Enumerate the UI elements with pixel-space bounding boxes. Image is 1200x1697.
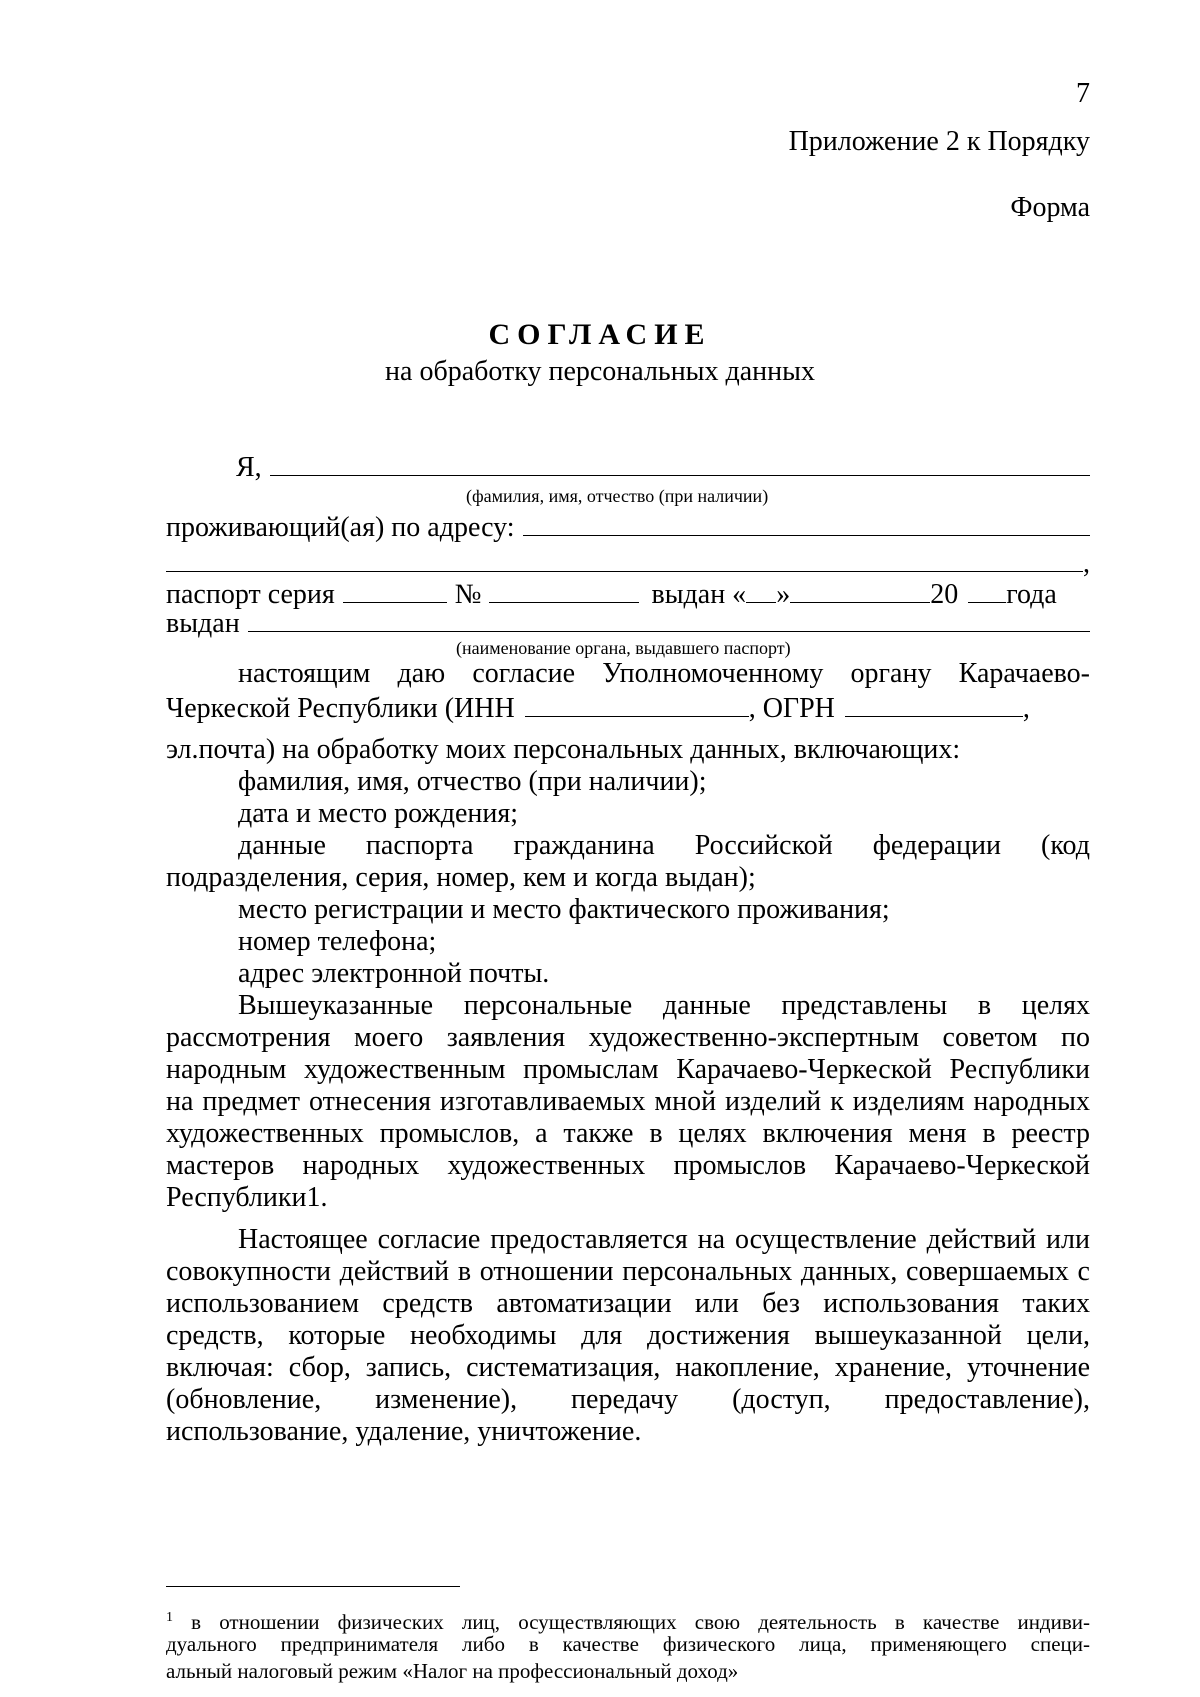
issuer-field[interactable] (248, 609, 1090, 632)
list-item: дата и место рождения; (238, 798, 519, 829)
consent-line-2-start: Черкеской Республики (ИНН (166, 693, 515, 724)
document-subtitle: на обработку персональных данных (385, 356, 815, 387)
ogrn-label: , ОГРН (748, 693, 835, 724)
year-label: года (1006, 579, 1057, 610)
address-row (166, 512, 1090, 544)
paragraph-1-line: Республики1. (166, 1182, 328, 1213)
passport-number-field[interactable] (489, 576, 639, 603)
issued-label: выдан « (651, 579, 747, 610)
paragraph-1-line: рассмотрения моего заявления художественно-экспертным советом по (166, 1022, 1090, 1053)
paragraph-2-line: использование, удаление, уничтожение. (166, 1416, 642, 1447)
passport-series-field[interactable] (343, 576, 447, 603)
list-item: фамилия, имя, отчество (при наличии); (238, 766, 707, 797)
passport-series-label: паспорт серия (166, 579, 335, 610)
footnote-text: в отношении физических лиц, осуществляющих свою деятельность в качестве индиви- (191, 1610, 1090, 1634)
paragraph-1-line: на предмет отнесения изготавливаемых мной изделий к изделиям народных (166, 1086, 1090, 1117)
fio-caption: (фамилия, имя, отчество (при наличии) (466, 486, 769, 506)
issuer-row (166, 608, 1090, 640)
page-number: 7 (1076, 78, 1090, 109)
paragraph-1-line: народным художественным промыслам Карачаево-Черкеской Республики (166, 1054, 1090, 1085)
list-item: подразделения, серия, номер, кем и когда выдан); (166, 862, 756, 893)
footnote-mark: 1 (166, 1610, 173, 1625)
issued-month-field[interactable] (790, 576, 930, 603)
fio-row (236, 452, 1090, 484)
ogrn-field[interactable] (845, 690, 1023, 717)
consent-line-1: настоящим даю согласие Уполномоченному органу Карачаево- (238, 658, 1090, 689)
i-label: Я, (236, 452, 262, 483)
paragraph-1-line: художественных промыслов, а также в целях включения меня в реестр (166, 1118, 1090, 1149)
appendix-label: Приложение 2 к Порядку (788, 126, 1090, 157)
list-item: номер телефона; (238, 926, 437, 957)
passport-row (166, 576, 1090, 611)
issued-quote-close: » (776, 579, 791, 610)
address-field-2[interactable] (166, 549, 1083, 572)
paragraph-2-line: совокупности действий в отношении персональных данных, совершаемых с (166, 1256, 1090, 1287)
inn-field[interactable] (525, 690, 749, 717)
paragraph-2-line: (обновление, изменение), передачу (доступ, предоставление), (166, 1384, 1090, 1415)
issued-year-field[interactable] (968, 576, 1006, 603)
document-title: СОГЛАСИЕ (488, 318, 712, 351)
passport-number-label: № (454, 579, 482, 610)
address-comma: , (1083, 548, 1090, 579)
form-label: Форма (1010, 192, 1090, 223)
consent-line-2 (166, 690, 1090, 725)
paragraph-1-line: мастеров народных художественных промыслов Карачаево-Черкеской (166, 1150, 1090, 1181)
issuer-caption: (наименование органа, выдавшего паспорт) (456, 638, 791, 658)
paragraph-2-line: включая: сбор, запись, систематизация, накопление, хранение, уточнение (166, 1352, 1090, 1383)
consent-line-2-end: , (1022, 693, 1030, 724)
footnote-line: альный налоговый режим «Налог на профессиональный доход» (166, 1659, 739, 1683)
paragraph-1-line: Вышеуказанные персональные данные представлены в целях (238, 990, 1090, 1021)
issued-day-field[interactable] (746, 576, 776, 603)
list-item: адрес электронной почты. (238, 958, 550, 989)
year-prefix: 20 (930, 579, 959, 610)
list-item: данные паспорта гражданина Российской федерации (код (238, 830, 1090, 861)
footnote-divider (166, 1586, 460, 1587)
footnote-line: дуального предпринимателя либо в качестве физического лица, применяющего специ- (166, 1632, 1090, 1656)
address-field[interactable] (523, 513, 1090, 536)
list-item: место регистрации и место фактического проживания; (238, 894, 890, 925)
paragraph-2-line: использованием средств автоматизации или без использования таких (166, 1288, 1090, 1319)
issued-by-label: выдан (166, 608, 240, 639)
fio-field[interactable] (270, 453, 1090, 476)
address-label: проживающий(ая) по адресу: (166, 512, 515, 543)
paragraph-2-line: Настоящее согласие предоставляется на осуществление действий или (238, 1224, 1090, 1255)
consent-line-3: эл.почта) на обработку моих персональных данных, включающих: (166, 734, 961, 765)
paragraph-2-line: средств, которые необходимы для достижения вышеуказанной цели, (166, 1320, 1090, 1351)
